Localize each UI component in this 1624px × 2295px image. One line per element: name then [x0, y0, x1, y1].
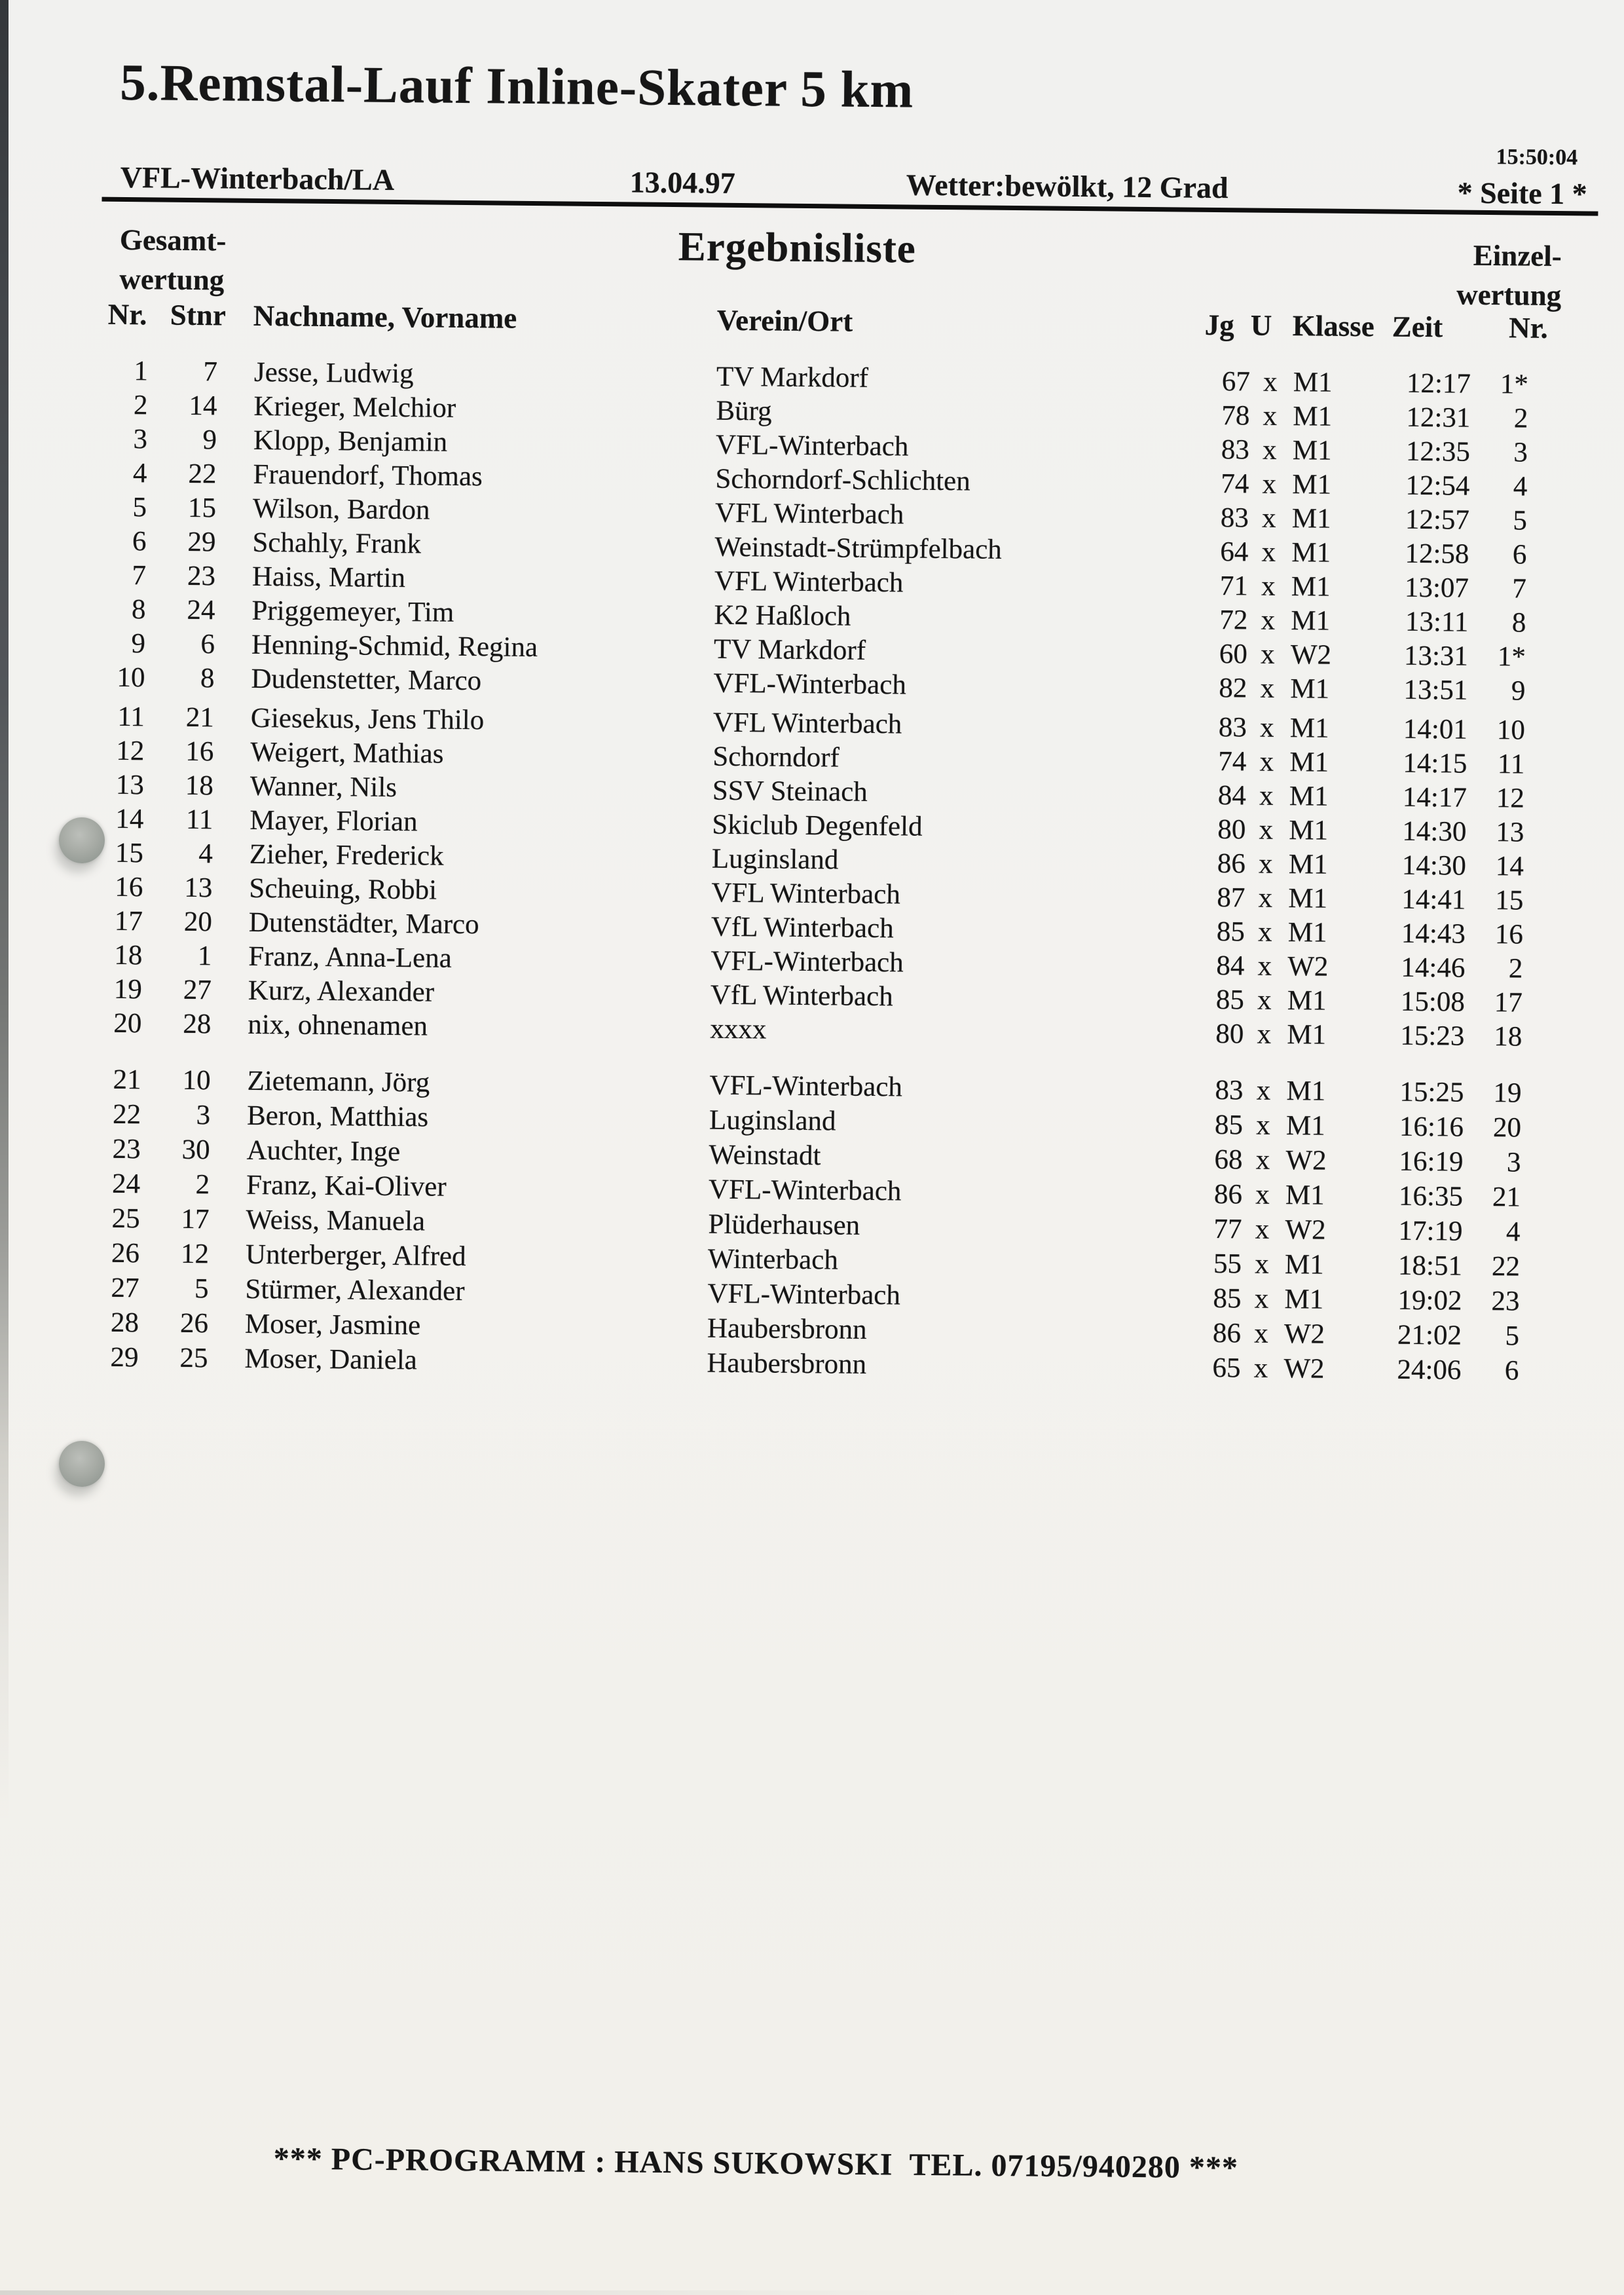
birthyear-cell: 71	[1219, 570, 1249, 602]
u-flag-cell: x	[1257, 950, 1272, 982]
class-rank-cell: 15	[1495, 885, 1524, 916]
name-cell: nix, ohnenamen	[248, 1009, 428, 1042]
u-flag-cell: x	[1258, 848, 1273, 880]
club-cell: VfL Winterbach	[710, 911, 894, 944]
name-cell: Weigert, Mathias	[250, 736, 444, 770]
u-flag-cell: x	[1255, 1144, 1270, 1176]
name-cell: Krieger, Melchior	[253, 390, 456, 424]
bib-number-cell: 22	[188, 458, 217, 490]
name-cell: Schahly, Frank	[252, 527, 422, 560]
class-cell: M1	[1288, 849, 1328, 880]
single-ranking-label-line2: wertung	[1456, 278, 1562, 312]
class-cell: M1	[1285, 1110, 1325, 1142]
birthyear-cell: 68	[1214, 1144, 1243, 1176]
class-cell: M1	[1289, 713, 1329, 744]
overall-rank-cell: 18	[114, 939, 143, 971]
overall-rank-cell: 8	[131, 594, 146, 625]
time-cell: 12:35	[1405, 436, 1471, 468]
column-header-name: Nachname, Vorname	[253, 299, 517, 335]
u-flag-cell: x	[1262, 468, 1277, 500]
class-cell: W2	[1287, 951, 1329, 982]
u-flag-cell: x	[1261, 536, 1276, 568]
column-header-rank: Nr.	[107, 297, 147, 331]
club-cell: VFL Winterbach	[712, 707, 902, 740]
class-rank-cell: 16	[1494, 919, 1524, 950]
time-cell: 24:06	[1397, 1354, 1462, 1386]
name-cell: Moser, Jasmine	[244, 1308, 421, 1341]
bib-number-cell: 1	[197, 941, 212, 972]
class-cell: M1	[1289, 747, 1329, 778]
name-cell: Moser, Daniela	[244, 1343, 418, 1376]
name-cell: Dutenstädter, Marco	[248, 906, 479, 941]
time-cell: 12:57	[1405, 504, 1470, 536]
class-cell: M1	[1291, 503, 1331, 534]
class-cell: W2	[1290, 639, 1332, 671]
time-cell: 15:25	[1399, 1076, 1464, 1108]
bib-number-cell: 30	[181, 1134, 210, 1166]
time-cell: 13:51	[1403, 674, 1468, 706]
u-flag-cell: x	[1259, 814, 1274, 846]
birthyear-cell: 86	[1212, 1318, 1242, 1349]
birthyear-cell: 67	[1221, 366, 1251, 398]
birthyear-cell: 80	[1215, 1018, 1244, 1050]
club-cell: xxxx	[710, 1013, 767, 1045]
time-cell: 12:54	[1405, 470, 1470, 502]
bib-number-cell: 12	[180, 1238, 210, 1270]
birthyear-cell: 87	[1217, 882, 1246, 914]
class-cell: M1	[1292, 435, 1332, 466]
bib-number-cell: 23	[187, 560, 216, 592]
birthyear-cell: 74	[1221, 468, 1249, 500]
club-cell: Haubersbronn	[707, 1347, 867, 1380]
overall-ranking-label-line1: Gesamt-	[119, 223, 227, 257]
overall-rank-cell: 4	[132, 458, 147, 489]
club-cell: VFL-Winterbach	[709, 1070, 903, 1103]
u-flag-cell: x	[1255, 1248, 1269, 1280]
name-cell: Auchter, Inge	[246, 1134, 401, 1168]
overall-rank-cell: 6	[132, 526, 147, 557]
class-rank-cell: 1*	[1500, 369, 1529, 400]
class-rank-cell: 5	[1513, 505, 1528, 536]
bib-number-cell: 29	[187, 526, 216, 558]
overall-rank-cell: 22	[112, 1098, 141, 1130]
bib-number-cell: 20	[183, 906, 213, 938]
time-cell: 14:41	[1401, 884, 1466, 916]
name-cell: Kurz, Alexander	[248, 975, 435, 1008]
club-cell: VFL-Winterbach	[715, 429, 909, 462]
name-cell: Zietemann, Jörg	[247, 1065, 430, 1098]
overall-rank-cell: 11	[117, 701, 145, 733]
birthyear-cell: 83	[1220, 502, 1249, 534]
class-rank-cell: 1*	[1497, 641, 1526, 673]
birthyear-cell: 82	[1219, 673, 1247, 704]
name-cell: Wilson, Bardon	[252, 493, 430, 526]
name-cell: Zieher, Frederick	[249, 838, 444, 872]
birthyear-cell: 78	[1221, 400, 1250, 432]
bib-number-cell: 25	[179, 1342, 208, 1374]
club-cell: Luginsland	[711, 843, 839, 876]
club-cell: Schorndorf	[712, 741, 840, 774]
class-cell: M1	[1284, 1249, 1324, 1280]
class-rank-cell: 2	[1513, 403, 1528, 434]
name-cell: Beron, Matthias	[246, 1100, 429, 1133]
birthyear-cell: 84	[1216, 950, 1245, 982]
class-cell: M1	[1287, 1019, 1327, 1051]
column-header-u: U	[1250, 308, 1272, 342]
time-cell: 14:46	[1401, 952, 1466, 984]
bib-number-cell: 3	[196, 1100, 211, 1131]
class-rank-cell: 5	[1505, 1320, 1520, 1352]
bib-number-cell: 8	[200, 663, 215, 694]
name-cell: Haiss, Martin	[251, 561, 406, 594]
u-flag-cell: x	[1257, 1018, 1272, 1050]
single-ranking-nr-header: Nr.	[1508, 311, 1548, 345]
club-cell: SSV Steinach	[712, 775, 868, 808]
class-rank-cell: 17	[1494, 987, 1523, 1018]
class-cell: M1	[1288, 883, 1328, 914]
name-cell: Dudenstetter, Marco	[251, 663, 482, 697]
class-rank-cell: 14	[1495, 851, 1524, 882]
club-cell: Haubersbronn	[707, 1313, 867, 1345]
name-cell: Stürmer, Alexander	[245, 1273, 465, 1307]
overall-rank-cell: 26	[111, 1237, 140, 1269]
bib-number-cell: 5	[194, 1273, 209, 1305]
club-cell: K2 Haßloch	[714, 599, 851, 632]
bib-number-cell: 15	[187, 492, 217, 524]
overall-rank-cell: 7	[132, 560, 147, 591]
overall-rank-cell: 20	[113, 1007, 142, 1039]
class-rank-cell: 8	[1511, 607, 1526, 639]
birthyear-cell: 64	[1220, 536, 1249, 568]
bib-number-cell: 27	[183, 974, 212, 1006]
time-cell: 18:51	[1397, 1250, 1463, 1282]
u-flag-cell: x	[1261, 605, 1276, 636]
name-cell: Franz, Kai-Oliver	[246, 1169, 447, 1203]
birthyear-cell: 86	[1213, 1179, 1243, 1210]
class-cell: M1	[1293, 401, 1333, 432]
print-time: 15:50:04	[1496, 145, 1578, 170]
club-cell: VfL Winterbach	[710, 979, 893, 1013]
u-flag-cell: x	[1255, 1214, 1270, 1245]
class-rank-cell: 20	[1492, 1112, 1522, 1144]
class-cell: M1	[1290, 673, 1330, 705]
u-flag-cell: x	[1257, 984, 1272, 1016]
footer-program-credit: *** PC-PROGRAMM : HANS SUKOWSKI TEL. 07195/940280 ***	[273, 2141, 1239, 2186]
club-cell: Weinstadt-Strümpfelbach	[714, 531, 1003, 565]
class-rank-cell: 9	[1511, 675, 1526, 707]
time-cell: 15:08	[1400, 986, 1466, 1018]
time-cell: 21:02	[1397, 1319, 1462, 1351]
birthyear-cell: 83	[1215, 1075, 1244, 1106]
overall-rank-cell: 23	[112, 1133, 141, 1165]
u-flag-cell: x	[1261, 570, 1276, 602]
birthyear-cell: 80	[1217, 814, 1246, 846]
name-cell: Weiss, Manuela	[246, 1204, 426, 1237]
club-cell: VFL-Winterbach	[710, 945, 904, 979]
u-flag-cell: x	[1261, 502, 1276, 534]
bib-number-cell: 10	[182, 1064, 211, 1096]
overall-rank-cell: 13	[115, 769, 145, 801]
club-cell: VFL-Winterbach	[708, 1174, 902, 1207]
birthyear-cell: 60	[1219, 639, 1248, 670]
overall-rank-cell: 14	[115, 803, 144, 835]
birthyear-cell: 65	[1212, 1353, 1241, 1384]
time-cell: 16:16	[1399, 1111, 1464, 1143]
name-cell: Mayer, Florian	[249, 804, 418, 838]
bib-number-cell: 24	[187, 594, 215, 626]
name-cell: Franz, Anna-Lena	[248, 941, 452, 974]
u-flag-cell: x	[1258, 882, 1273, 914]
birthyear-cell: 83	[1218, 712, 1247, 743]
class-cell: M1	[1291, 605, 1331, 637]
time-cell: 16:35	[1398, 1180, 1464, 1212]
class-cell: M1	[1287, 985, 1327, 1017]
overall-rank-cell: 10	[117, 662, 145, 694]
u-flag-cell: x	[1259, 780, 1274, 812]
overall-rank-cell: 3	[133, 424, 148, 455]
column-header-time: Zeit	[1392, 310, 1443, 344]
club-cell: Winterbach	[707, 1243, 839, 1276]
club-cell: VFL-Winterbach	[713, 667, 907, 701]
bib-number-cell: 7	[203, 356, 218, 388]
birthyear-cell: 77	[1213, 1214, 1242, 1245]
u-flag-cell: x	[1256, 1110, 1270, 1141]
class-cell: M1	[1292, 469, 1332, 500]
overall-rank-cell: 29	[110, 1341, 139, 1373]
class-cell: M1	[1293, 367, 1333, 398]
u-flag-cell: x	[1256, 1075, 1271, 1106]
u-flag-cell: x	[1259, 712, 1274, 743]
u-flag-cell: x	[1263, 366, 1278, 398]
u-flag-cell: x	[1259, 746, 1274, 777]
u-flag-cell: x	[1263, 400, 1278, 432]
bib-number-cell: 6	[200, 629, 215, 660]
overall-rank-cell: 17	[114, 905, 143, 937]
birthyear-cell: 86	[1217, 848, 1246, 880]
page-number-label: * Seite 1 *	[1457, 176, 1587, 211]
class-cell: M1	[1286, 1075, 1326, 1107]
time-cell: 14:43	[1401, 918, 1466, 950]
overall-rank-cell: 5	[132, 492, 147, 523]
club-cell: VFL Winterbach	[711, 877, 901, 910]
class-rank-cell: 3	[1506, 1147, 1521, 1178]
time-cell: 19:02	[1397, 1284, 1462, 1316]
class-rank-cell: 4	[1505, 1216, 1521, 1248]
time-cell: 14:17	[1402, 781, 1467, 813]
class-rank-cell: 22	[1491, 1251, 1521, 1282]
time-cell: 13:11	[1405, 606, 1469, 638]
time-cell: 14:01	[1403, 713, 1468, 745]
u-flag-cell: x	[1262, 434, 1277, 466]
overall-rank-cell: 16	[115, 871, 143, 903]
class-rank-cell: 18	[1494, 1021, 1522, 1053]
name-cell: Jesse, Ludwig	[253, 356, 414, 390]
column-header-class: Klasse	[1292, 309, 1375, 343]
u-flag-cell: x	[1255, 1179, 1270, 1210]
organizer-label: VFL-Winterbach/LA	[120, 160, 395, 196]
club-cell: TV Markdorf	[713, 633, 866, 666]
class-cell: M1	[1289, 815, 1329, 846]
name-cell: Scheuing, Robbi	[249, 872, 437, 906]
page-title: 5.Remstal-Lauf Inline-Skater 5 km	[119, 54, 914, 119]
birthyear-cell: 84	[1217, 780, 1247, 812]
class-rank-cell: 13	[1496, 817, 1524, 848]
name-cell: Priggemeyer, Tim	[251, 595, 454, 628]
list-title: Ergebnisliste	[678, 223, 917, 272]
class-cell: W2	[1285, 1145, 1327, 1176]
birthyear-cell: 85	[1214, 1110, 1244, 1141]
class-cell: M1	[1287, 917, 1327, 948]
bib-number-cell: 4	[198, 838, 213, 870]
time-cell: 14:30	[1402, 815, 1467, 848]
name-cell: Giesekus, Jens Thilo	[250, 702, 485, 736]
club-cell: Schorndorf-Schlichten	[715, 463, 970, 497]
club-cell: Luginsland	[709, 1104, 836, 1137]
column-header-birthyear: Jg	[1204, 308, 1234, 342]
bib-number-cell: 16	[185, 736, 214, 768]
time-cell: 15:23	[1400, 1020, 1465, 1052]
bib-number-cell: 13	[184, 872, 213, 904]
time-cell: 17:19	[1398, 1215, 1463, 1247]
bib-number-cell: 18	[185, 770, 214, 802]
class-cell: W2	[1283, 1353, 1325, 1385]
birthyear-cell: 83	[1221, 434, 1250, 466]
club-cell: VFL Winterbach	[714, 497, 904, 531]
class-rank-cell: 19	[1493, 1077, 1522, 1109]
bib-number-cell: 28	[183, 1008, 212, 1040]
bib-number-cell: 21	[185, 701, 215, 734]
club-cell: TV Markdorf	[716, 361, 869, 394]
class-rank-cell: 21	[1492, 1182, 1521, 1213]
birthyear-cell: 55	[1213, 1248, 1242, 1280]
bib-number-cell: 2	[195, 1169, 210, 1201]
club-cell: Plüderhausen	[708, 1208, 860, 1241]
time-cell: 14:30	[1401, 849, 1467, 882]
bib-number-cell: 17	[181, 1203, 210, 1235]
class-rank-cell: 10	[1496, 715, 1526, 746]
time-cell: 13:07	[1404, 572, 1469, 604]
class-cell: M1	[1284, 1284, 1324, 1315]
class-rank-cell: 2	[1508, 953, 1523, 984]
club-cell: Skiclub Degenfeld	[712, 809, 923, 842]
bib-number-cell: 26	[179, 1307, 209, 1339]
class-rank-cell: 23	[1491, 1286, 1520, 1317]
class-cell: M1	[1289, 781, 1329, 812]
overall-rank-cell: 15	[115, 837, 144, 869]
class-rank-cell: 11	[1497, 749, 1525, 780]
column-header-bib: Stnr	[170, 298, 227, 332]
event-date: 13.04.97	[629, 165, 736, 200]
overall-rank-cell: 28	[110, 1307, 139, 1339]
u-flag-cell: x	[1254, 1283, 1269, 1315]
club-cell: Weinstadt	[709, 1139, 821, 1172]
u-flag-cell: x	[1260, 673, 1275, 704]
bib-number-cell: 11	[185, 804, 213, 836]
class-rank-cell: 7	[1512, 573, 1527, 605]
weather-label: Wetter:bewölkt, 12 Grad	[906, 168, 1228, 205]
name-cell: Unterberger, Alfred	[245, 1239, 466, 1273]
name-cell: Wanner, Nils	[249, 770, 397, 804]
club-cell: VFL Winterbach	[714, 565, 904, 599]
class-rank-cell: 12	[1496, 783, 1525, 814]
overall-ranking-label-line2: wertung	[119, 262, 225, 297]
class-rank-cell: 6	[1504, 1355, 1519, 1387]
name-cell: Klopp, Benjamin	[253, 424, 448, 458]
overall-rank-cell: 25	[111, 1203, 140, 1235]
birthyear-cell: 85	[1213, 1283, 1242, 1315]
u-flag-cell: x	[1253, 1318, 1268, 1349]
club-cell: Bürg	[716, 395, 772, 427]
time-cell: 13:31	[1403, 640, 1469, 672]
class-rank-cell: 4	[1513, 471, 1528, 502]
class-cell: W2	[1283, 1318, 1325, 1350]
time-cell: 14:15	[1403, 747, 1467, 779]
overall-rank-cell: 9	[131, 628, 146, 660]
overall-rank-cell: 24	[111, 1168, 141, 1200]
birthyear-cell: 74	[1218, 746, 1247, 777]
club-cell: VFL-Winterbach	[707, 1278, 901, 1311]
bib-number-cell: 9	[202, 424, 217, 456]
single-ranking-label-line1: Einzel-	[1473, 238, 1562, 273]
birthyear-cell: 72	[1219, 605, 1248, 636]
u-flag-cell: x	[1260, 639, 1275, 670]
class-cell: W2	[1285, 1214, 1326, 1246]
birthyear-cell: 85	[1216, 916, 1246, 948]
time-cell: 12:17	[1406, 367, 1471, 400]
bib-number-cell: 14	[189, 390, 217, 422]
name-cell: Frauendorf, Thomas	[253, 458, 483, 493]
overall-rank-cell: 21	[113, 1064, 141, 1096]
overall-rank-cell: 2	[133, 390, 148, 421]
u-flag-cell: x	[1253, 1353, 1268, 1384]
overall-rank-cell: 27	[111, 1272, 139, 1304]
class-cell: M1	[1291, 571, 1331, 603]
class-cell: M1	[1285, 1180, 1325, 1211]
class-rank-cell: 3	[1513, 437, 1528, 468]
column-header-club: Verein/Ort	[716, 303, 853, 338]
name-cell: Henning-Schmid, Regina	[251, 629, 538, 663]
birthyear-cell: 85	[1215, 984, 1245, 1016]
time-cell: 12:31	[1406, 401, 1471, 434]
u-flag-cell: x	[1257, 916, 1272, 948]
time-cell: 16:19	[1399, 1146, 1464, 1178]
overall-rank-cell: 12	[116, 735, 145, 767]
overall-rank-cell: 1	[134, 356, 149, 387]
time-cell: 12:58	[1405, 538, 1469, 570]
class-rank-cell: 6	[1512, 539, 1527, 570]
overall-rank-cell: 19	[113, 973, 143, 1005]
class-cell: M1	[1291, 537, 1331, 569]
